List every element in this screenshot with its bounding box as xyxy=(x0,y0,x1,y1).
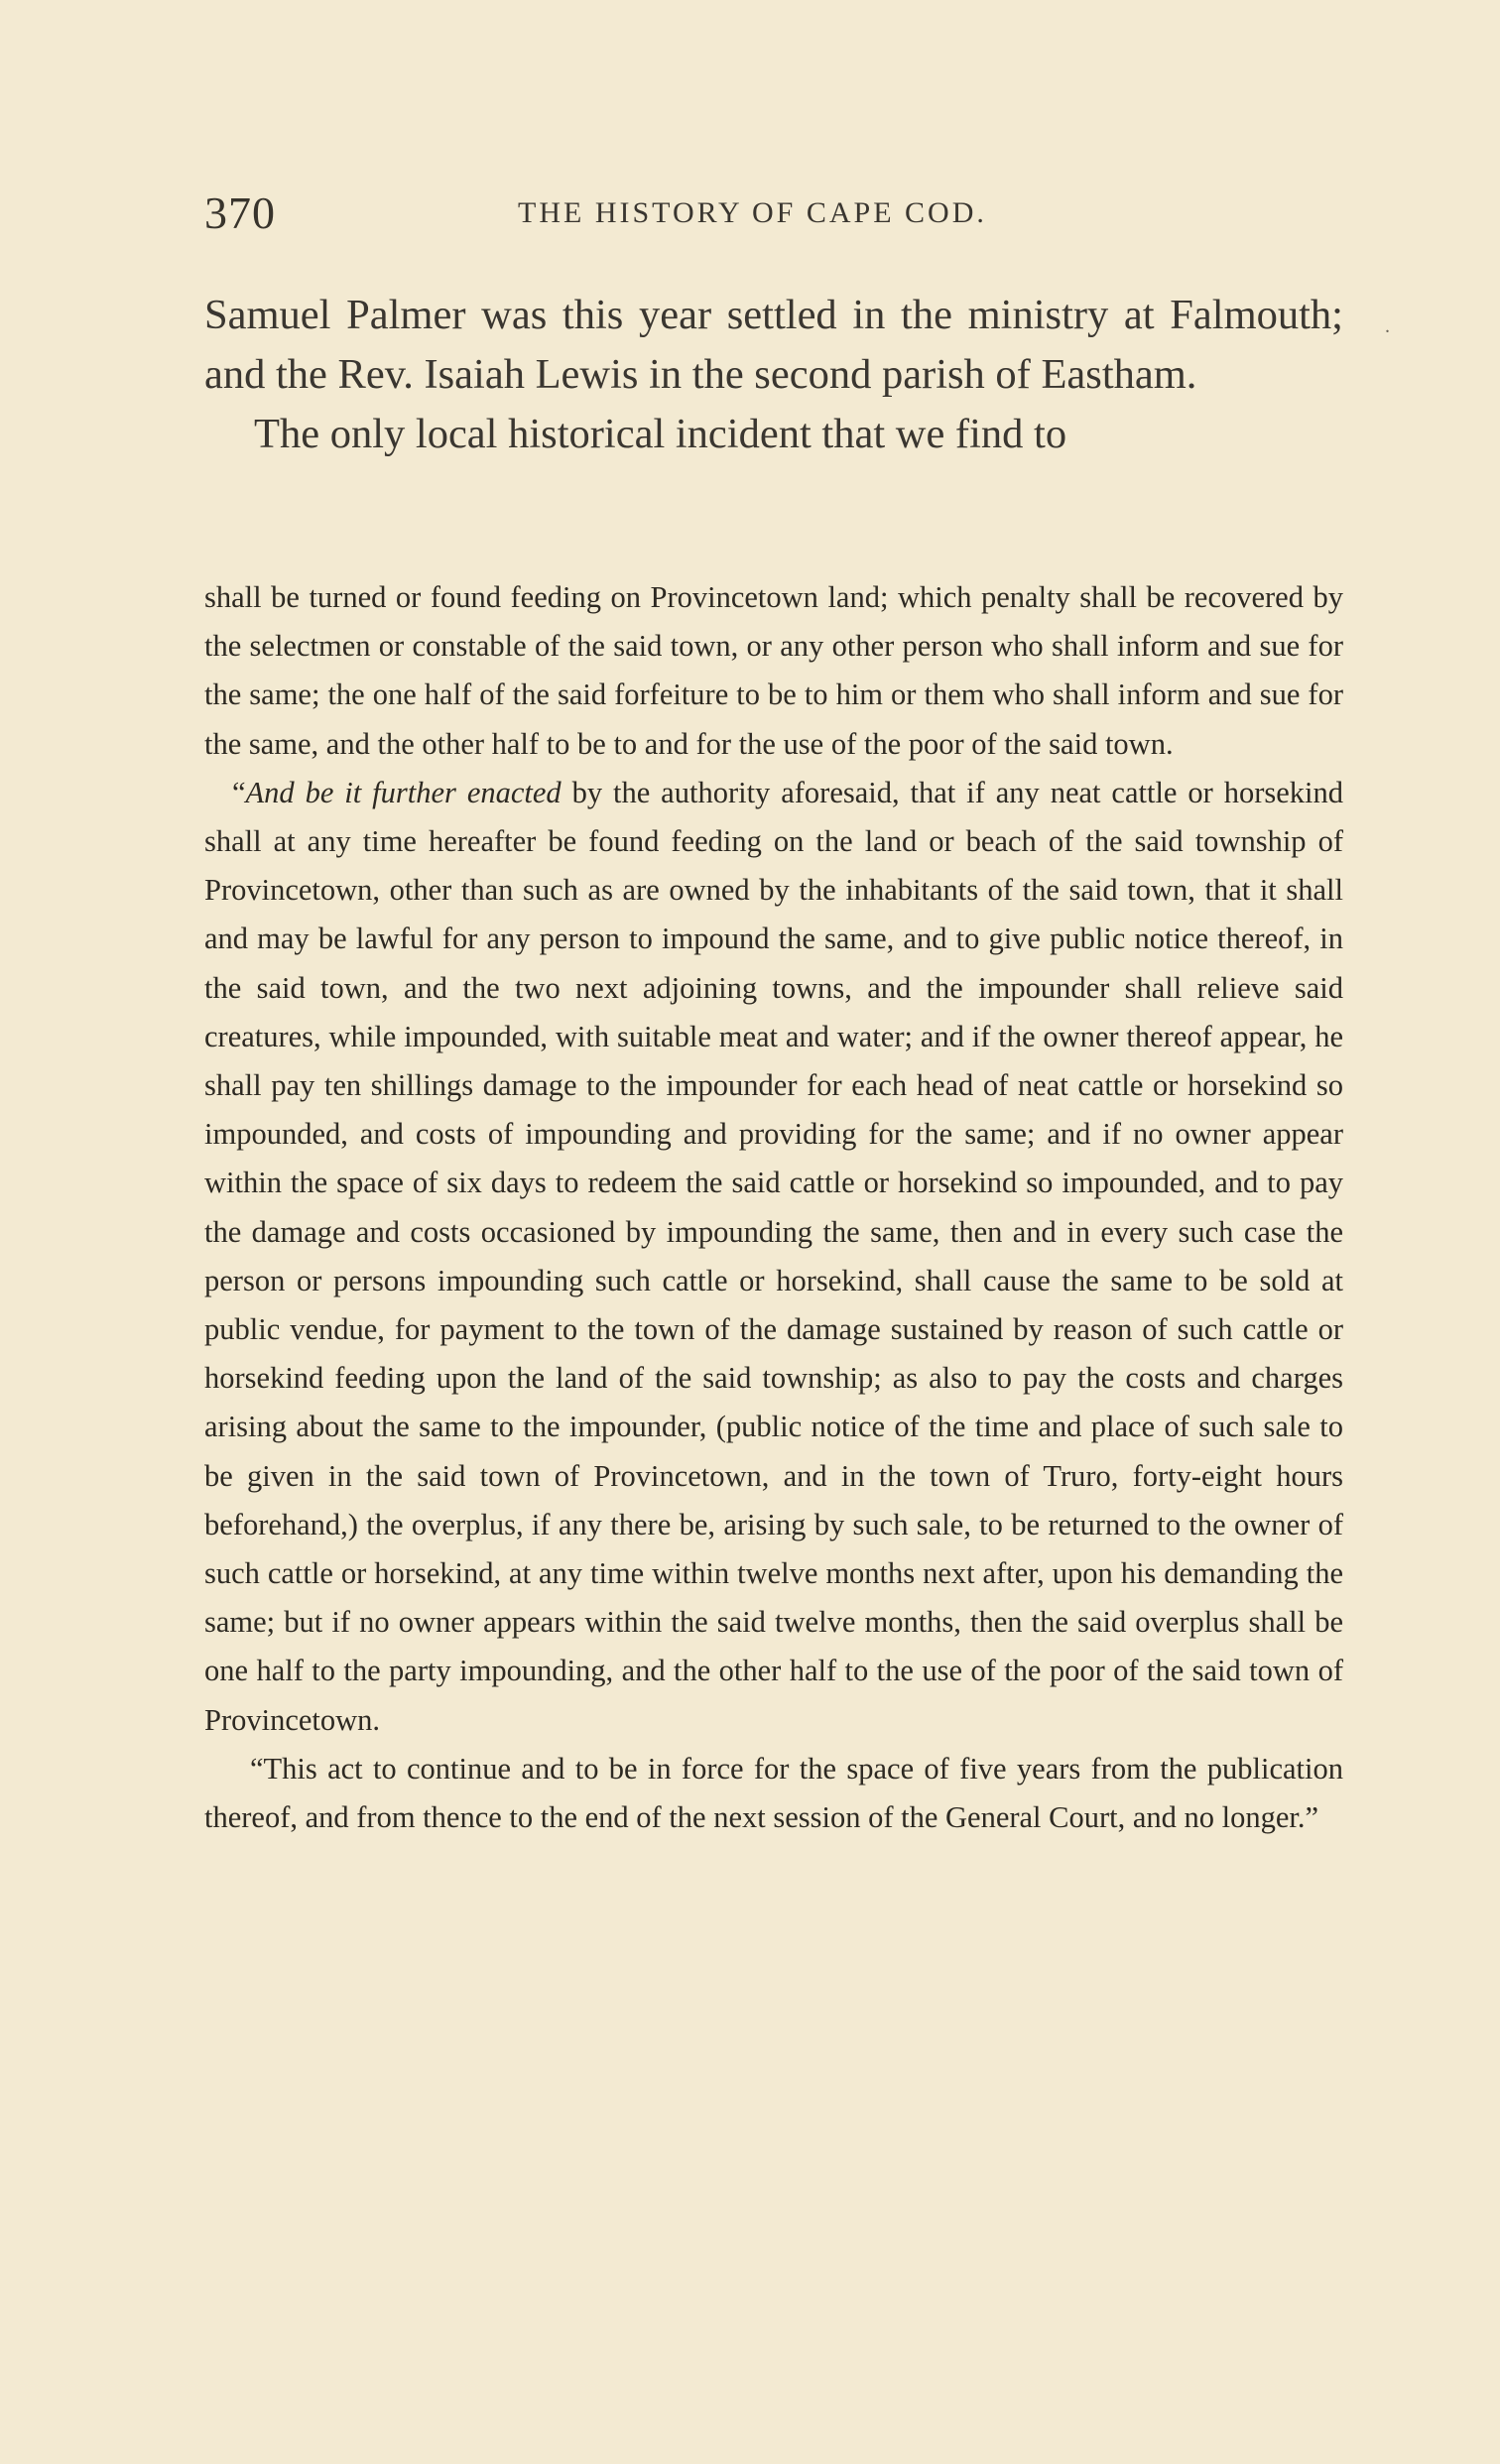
excerpt-paragraph-2-open-quote: “ xyxy=(232,775,246,809)
excerpt-paragraph-2 xyxy=(204,769,1343,1745)
enacting-clause: And be it further enacted xyxy=(245,775,562,809)
statute-excerpt xyxy=(204,573,1343,1842)
excerpt-paragraph-3: “This act to continue and to be in force for the space of five years from the publication thereof, and from thence to the end of the next session of the General Court, and no longer.” xyxy=(204,1751,1343,1835)
running-head xyxy=(204,186,1345,236)
excerpt-paragraph-1: shall be turned or found feeding on Provincetown land; which penalty shall be recovered by the selectmen or constable of the said town, or any other person who shall inform and sue for the same; the one half of the said forfeiture to be to him or them who shall inform and sue for the same, and the other half to be to and for the use of the poor of the said town. xyxy=(204,580,1343,761)
margin-mark: . xyxy=(1385,315,1390,337)
page-number: 370 xyxy=(204,187,276,238)
intro-text xyxy=(204,286,1343,464)
intro-paragraph-2: The only local historical incident that we find to xyxy=(254,411,1067,457)
excerpt-paragraph-2-body: by the authority aforesaid, that if any neat cattle or horsekind shall at any time hereafter be found feeding on the land or beach of the said township of Provincetown, other than such as are owned by the inhabitants of the said town, that it shall and may be lawful for any person to impound the same, and to give public notice thereof, in the said town, and the two next adjoining towns, and the impounder shall relieve said creatures, while impounded, with suitable meat and water; and if the owner thereof appear, he shall pay ten shillings damage to the impounder for each head of neat cattle or horsekind so impounded, and costs of impounding and providing for the same; and if no owner appear within the space of six days to redeem the said cattle or horsekind so impounded, and to pay the damage and costs occasioned by impounding the same, then and in every such case the person or persons impounding such cattle or horsekind, shall cause the same to be sold at public vendue, for payment to the town of the damage sustained by reason of such cattle or horsekind feeding upon the land of the said township; as also to pay the costs and charges arising about the same to the impounder, (public notice of the time and place of such sale to be given in the said town of Provincetown, and in the town of Truro, forty-eight hours beforehand,) the overplus, if any there be, arising by such sale, to be returned to the owner of such cattle or horsekind, at any time within twelve months next after, upon his demanding the same; but if no owner appears within the said twelve months, then the said overplus shall be one half to the party impounding, and the other half to the use of the poor of the said town of Provincetown. xyxy=(204,775,1343,1737)
running-title: THE HISTORY OF CAPE COD. xyxy=(518,196,987,229)
intro-paragraph-1: Samuel Palmer was this year settled in the ministry at Falmouth; and the Rev. Isaiah Lewis in the second parish of Eastham. xyxy=(204,292,1343,398)
